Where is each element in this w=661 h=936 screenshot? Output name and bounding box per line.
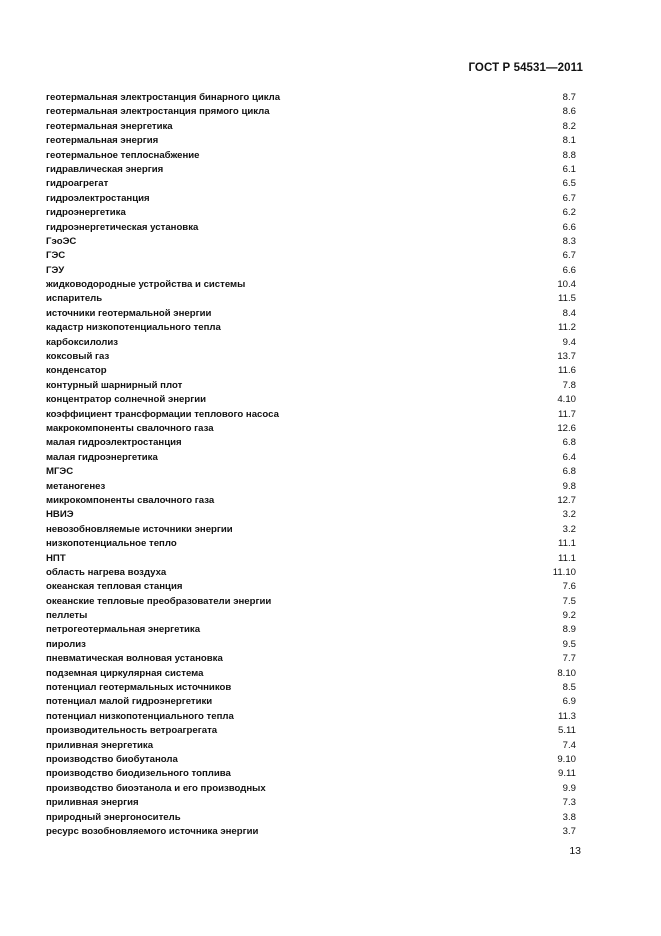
index-ref: 11.1 (558, 552, 576, 564)
index-term: коэффициент трансформации теплового насоса (46, 408, 279, 420)
index-ref: 6.2 (562, 207, 576, 219)
index-ref: 6.6 (562, 264, 576, 276)
index-entry (46, 134, 576, 148)
index-ref: 6.6 (562, 221, 576, 233)
index-ref: 4.10 (557, 394, 576, 406)
index-entry (46, 336, 576, 350)
index-term: ГЭС (46, 250, 66, 262)
index-term: гидроэлектростанция (46, 192, 150, 204)
index-entry (46, 623, 576, 637)
index-term: НПТ (46, 552, 66, 564)
index-term: приливная энергетика (46, 739, 154, 751)
index-term: приливная энергия (46, 797, 139, 809)
index-ref: 10.4 (557, 279, 576, 291)
index-entry (46, 667, 576, 681)
index-entry (46, 767, 576, 781)
index-entry (46, 379, 576, 393)
index-term: микрокомпоненты свалочного газа (46, 494, 215, 506)
index-term: область нагрева воздуха (46, 566, 167, 578)
index-term: низкопотенциальное тепло (46, 538, 177, 550)
index-term: коксовый газ (46, 351, 110, 363)
index-entry (46, 249, 576, 263)
index-ref: 9.5 (562, 638, 576, 650)
index-term: ГЭУ (46, 264, 65, 276)
index-term: подземная циркулярная система (46, 667, 204, 679)
index-term: производство биодизельного топлива (46, 768, 231, 780)
index-entry (46, 264, 576, 278)
index-term: гидроагрегат (46, 178, 109, 190)
index-term: петрогеотермальная энергетика (46, 624, 201, 636)
index-ref: 6.9 (562, 696, 576, 708)
index-entry (46, 480, 576, 494)
index-ref: 6.1 (562, 163, 576, 175)
index-ref: 9.2 (562, 610, 576, 622)
index-entry (46, 321, 576, 335)
index-ref: 9.4 (562, 336, 576, 348)
index-term: геотермальная электростанция прямого цикла (46, 106, 270, 118)
index-term: НВИЭ (46, 509, 74, 521)
index-ref: 11.10 (552, 566, 576, 578)
index-ref: 6.7 (562, 192, 576, 204)
alphabetical-index (46, 91, 576, 839)
index-entry (46, 221, 576, 235)
index-ref: 6.8 (562, 437, 576, 449)
index-entry (46, 595, 576, 609)
index-term: метаногенез (46, 480, 106, 492)
index-term: МГЭС (46, 466, 74, 478)
document-code: ГОСТ Р 54531—2011 (468, 62, 583, 74)
index-entry (46, 278, 576, 292)
index-ref: 8.7 (562, 92, 576, 103)
index-ref: 8.3 (562, 235, 576, 247)
index-ref: 7.4 (562, 739, 576, 751)
index-ref: 11.7 (558, 408, 576, 420)
index-ref: 7.6 (562, 581, 576, 593)
index-entry (46, 235, 576, 249)
index-term: контурный шарнирный плот (46, 379, 183, 391)
index-entry (46, 177, 576, 191)
index-entry (46, 566, 576, 580)
index-term: потенциал геотермальных источников (46, 682, 232, 694)
index-term: геотермальное теплоснабжение (46, 149, 200, 161)
index-term: производство биоэтанола и его производных (46, 782, 266, 794)
index-entry (46, 91, 576, 105)
index-term: природный энергоноситель (46, 811, 181, 823)
index-ref: 12.6 (557, 422, 576, 434)
index-ref: 11.1 (558, 538, 576, 550)
index-entry (46, 811, 576, 825)
index-entry (46, 350, 576, 364)
index-ref: 6.7 (562, 250, 576, 262)
index-term: жидководородные устройства и системы (46, 279, 246, 291)
index-term: гидроэнергетическая установка (46, 221, 199, 233)
index-term: макрокомпоненты свалочного газа (46, 422, 214, 434)
index-ref: 11.2 (558, 322, 576, 334)
index-ref: 9.8 (562, 480, 576, 492)
index-entry (46, 796, 576, 810)
index-entry (46, 307, 576, 321)
index-term: геотермальная электростанция бинарного цикла (46, 92, 281, 103)
index-entry (46, 436, 576, 450)
index-term: кадастр низкопотенциального тепла (46, 322, 221, 334)
index-term: пневматическая волновая установка (46, 653, 223, 665)
index-ref: 13.7 (557, 351, 576, 363)
index-entry (46, 494, 576, 508)
index-entry (46, 782, 576, 796)
index-entry (46, 695, 576, 709)
index-entry (46, 149, 576, 163)
index-entry (46, 580, 576, 594)
index-entry (46, 451, 576, 465)
index-ref: 7.7 (562, 653, 576, 665)
index-entry (46, 120, 576, 134)
index-entry (46, 652, 576, 666)
index-term: конденсатор (46, 365, 107, 377)
index-term: малая гидроэнергетика (46, 451, 158, 463)
index-entry (46, 753, 576, 767)
index-ref: 8.9 (562, 624, 576, 636)
index-term: пеллеты (46, 610, 88, 622)
index-ref: 6.4 (562, 451, 576, 463)
index-term: малая гидроэлектростанция (46, 437, 182, 449)
index-term: испаритель (46, 293, 103, 305)
index-ref: 8.6 (562, 106, 576, 118)
index-term: геотермальная энергия (46, 135, 159, 147)
index-entry (46, 681, 576, 695)
index-entry (46, 710, 576, 724)
index-ref: 5.11 (558, 725, 576, 737)
index-ref: 8.10 (557, 667, 576, 679)
index-ref: 3.8 (562, 811, 576, 823)
index-term: карбоксилолиз (46, 336, 119, 348)
index-entry (46, 739, 576, 753)
index-entry (46, 422, 576, 436)
index-term: ресурс возобновляемого источника энергии (46, 825, 259, 837)
index-entry (46, 163, 576, 177)
index-entry (46, 408, 576, 422)
index-entry (46, 523, 576, 537)
index-entry (46, 552, 576, 566)
index-ref: 7.5 (562, 595, 576, 607)
index-ref: 8.8 (562, 149, 576, 161)
index-entry (46, 508, 576, 522)
page-number: 13 (569, 845, 581, 857)
index-entry (46, 292, 576, 306)
index-term: ГэоЭС (46, 235, 77, 247)
index-ref: 11.6 (558, 365, 576, 377)
index-ref: 8.1 (562, 135, 576, 147)
index-ref: 11.5 (558, 293, 576, 305)
index-ref: 9.11 (558, 768, 576, 780)
index-ref: 8.5 (562, 682, 576, 694)
index-entry (46, 465, 576, 479)
index-ref: 9.9 (562, 782, 576, 794)
index-term: гидроэнергетика (46, 207, 126, 219)
index-term: океанская тепловая станция (46, 581, 183, 593)
index-ref: 7.8 (562, 379, 576, 391)
index-entry (46, 393, 576, 407)
index-term: производство биобутанола (46, 753, 178, 765)
index-term: потенциал низкопотенциального тепла (46, 710, 234, 722)
index-term: источники геотермальной энергии (46, 307, 212, 319)
index-entry (46, 638, 576, 652)
index-ref: 8.2 (562, 120, 576, 132)
index-ref: 12.7 (557, 494, 576, 506)
index-entry (46, 206, 576, 220)
index-entry (46, 105, 576, 119)
index-ref: 7.3 (562, 797, 576, 809)
index-ref: 11.3 (558, 710, 576, 722)
index-term: гидравлическая энергия (46, 163, 164, 175)
index-ref: 3.2 (562, 523, 576, 535)
index-ref: 6.8 (562, 466, 576, 478)
index-ref: 3.2 (562, 509, 576, 521)
index-entry (46, 724, 576, 738)
index-term: пиролиз (46, 638, 86, 650)
index-entry (46, 364, 576, 378)
index-term: концентратор солнечной энергии (46, 394, 207, 406)
index-ref: 3.7 (562, 825, 576, 837)
index-entry (46, 537, 576, 551)
index-term: океанские тепловые преобразователи энергии (46, 595, 272, 607)
index-term: геотермальная энергетика (46, 120, 173, 132)
index-ref: 6.5 (562, 178, 576, 190)
index-entry (46, 825, 576, 839)
index-term: невозобновляемые источники энергии (46, 523, 233, 535)
index-term: производительность ветроагрегата (46, 725, 218, 737)
index-entry (46, 609, 576, 623)
index-ref: 9.10 (557, 753, 576, 765)
index-term: потенциал малой гидроэнергетики (46, 696, 213, 708)
index-entry (46, 192, 576, 206)
index-ref: 8.4 (562, 307, 576, 319)
